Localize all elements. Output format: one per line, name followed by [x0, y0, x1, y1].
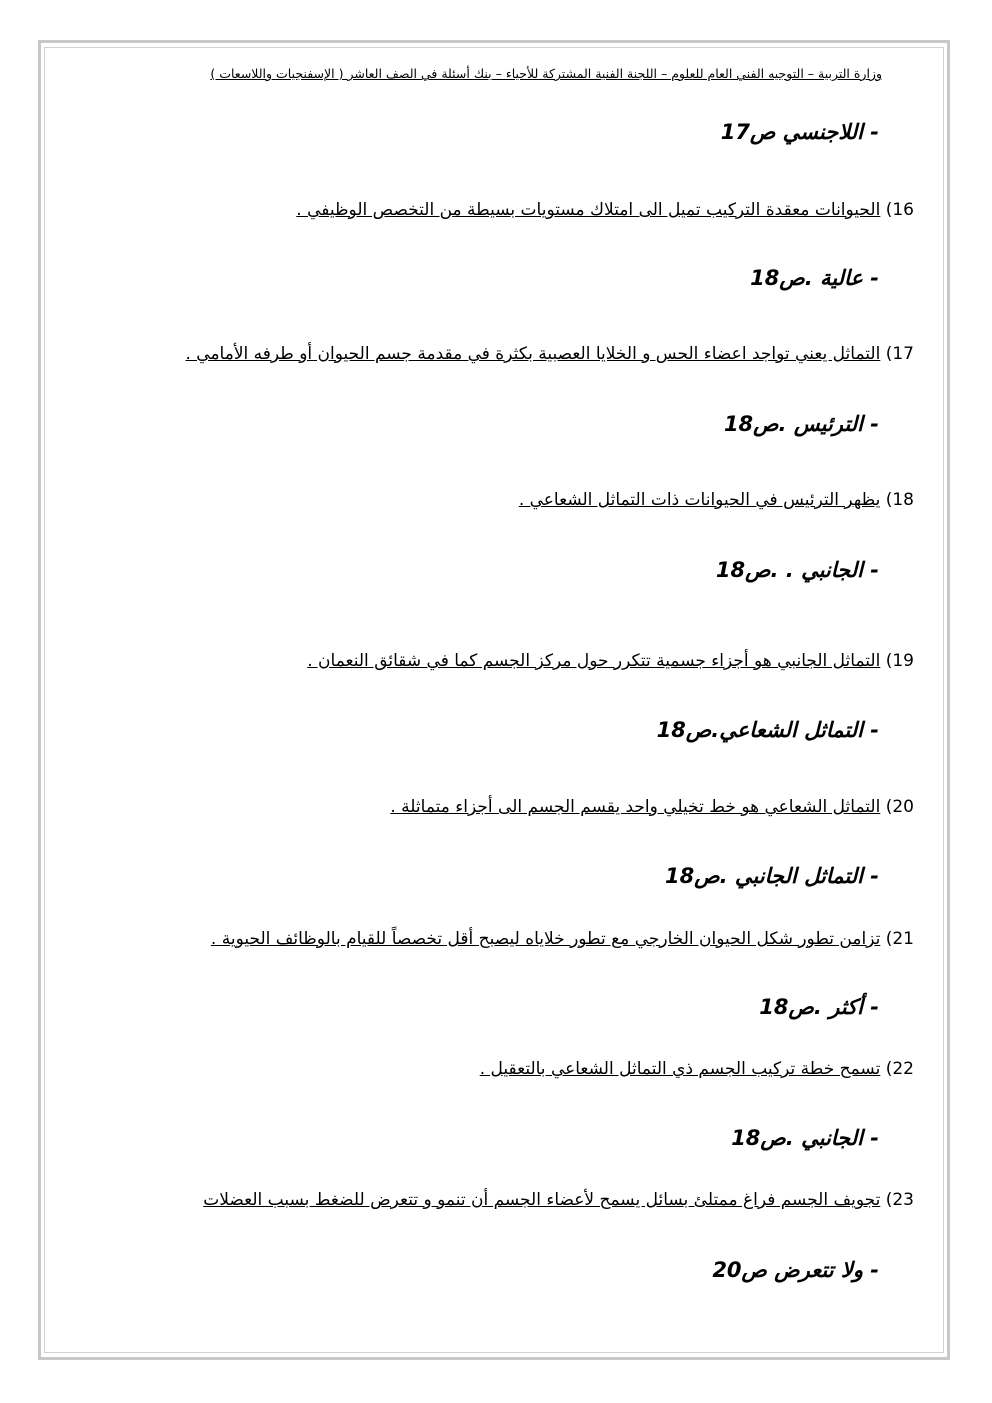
question-text: يظهر الترئيس في الحيوانات ذات التماثل الشعاعي . [518, 490, 881, 510]
question-text: تزامن تطور شكل الحيوان الخارجي مع تطور خلاياه ليصبح أقل تخصصاً للقيام بالوظائف الحيوية . [210, 929, 881, 949]
question-text: التماثل يعني تواجد اعضاء الحس و الخلايا العصبية بكثرة في مقدمة جسم الحيوان أو طرفه الأمامي . [185, 344, 881, 364]
question-number: 16) [885, 200, 914, 220]
answer-23: - ولا تتعرض ص20 [712, 1258, 879, 1282]
page-border-inner [44, 47, 944, 1353]
answer-16: - عالية .ص18 [750, 266, 879, 290]
question-17 [185, 344, 914, 364]
page-header: وزارة التربية – التوجيه الفني العام للعلوم – اللجنة الفنية المشتركة للأحياء – بنك أسئلة في الصف العاشر ( الإسفنجيات واللاسعات ) [210, 66, 882, 81]
question-number: 19) [885, 651, 914, 671]
answer-22: - الجانبي .ص18 [731, 1126, 879, 1150]
question-text: تسمح خطة تركيب الجسم ذي التماثل الشعاعي بالتعقيل . [479, 1059, 881, 1079]
question-number: 21) [885, 929, 914, 949]
question-number: 23) [885, 1190, 914, 1210]
question-text: التماثل الشعاعي هو خط تخيلي واحد يقسم الجسم الى أجزاء متماثلة . [390, 797, 881, 817]
question-text: التماثل الجانبي هو أجزاء جسمية تتكرر حول مركز الجسم كما في شقائق النعمان . [307, 651, 881, 671]
question-22 [480, 1059, 914, 1079]
question-number: 20) [885, 797, 914, 817]
question-23 [203, 1190, 914, 1210]
answer-18: - الجانبي . .ص18 [715, 558, 879, 582]
answer-19: - التماثل الشعاعي.ص18 [656, 718, 879, 742]
question-18 [519, 490, 914, 510]
answer-15: - اللاجنسي ص17 [720, 120, 879, 144]
answer-21: - أكثر .ص18 [759, 995, 879, 1019]
question-20 [390, 797, 914, 817]
question-text: تجويف الجسم فراغ ممتلئ بسائل يسمح لأعضاء الجسم أن تنمو و تتعرض للضغط بسبب العضلات [203, 1190, 881, 1210]
answer-17: - الترئيس .ص18 [723, 412, 879, 436]
question-21 [211, 929, 914, 949]
question-number: 17) [885, 344, 914, 364]
question-number: 22) [885, 1059, 914, 1079]
question-number: 18) [885, 490, 914, 510]
question-19 [307, 651, 914, 671]
answer-20: - التماثل الجانبي .ص18 [665, 864, 879, 888]
question-text: الحيوانات معقدة التركيب تميل الى امتلاك مستويات بسيطة من التخصص الوظيفي . [296, 200, 881, 220]
question-16 [296, 200, 914, 220]
